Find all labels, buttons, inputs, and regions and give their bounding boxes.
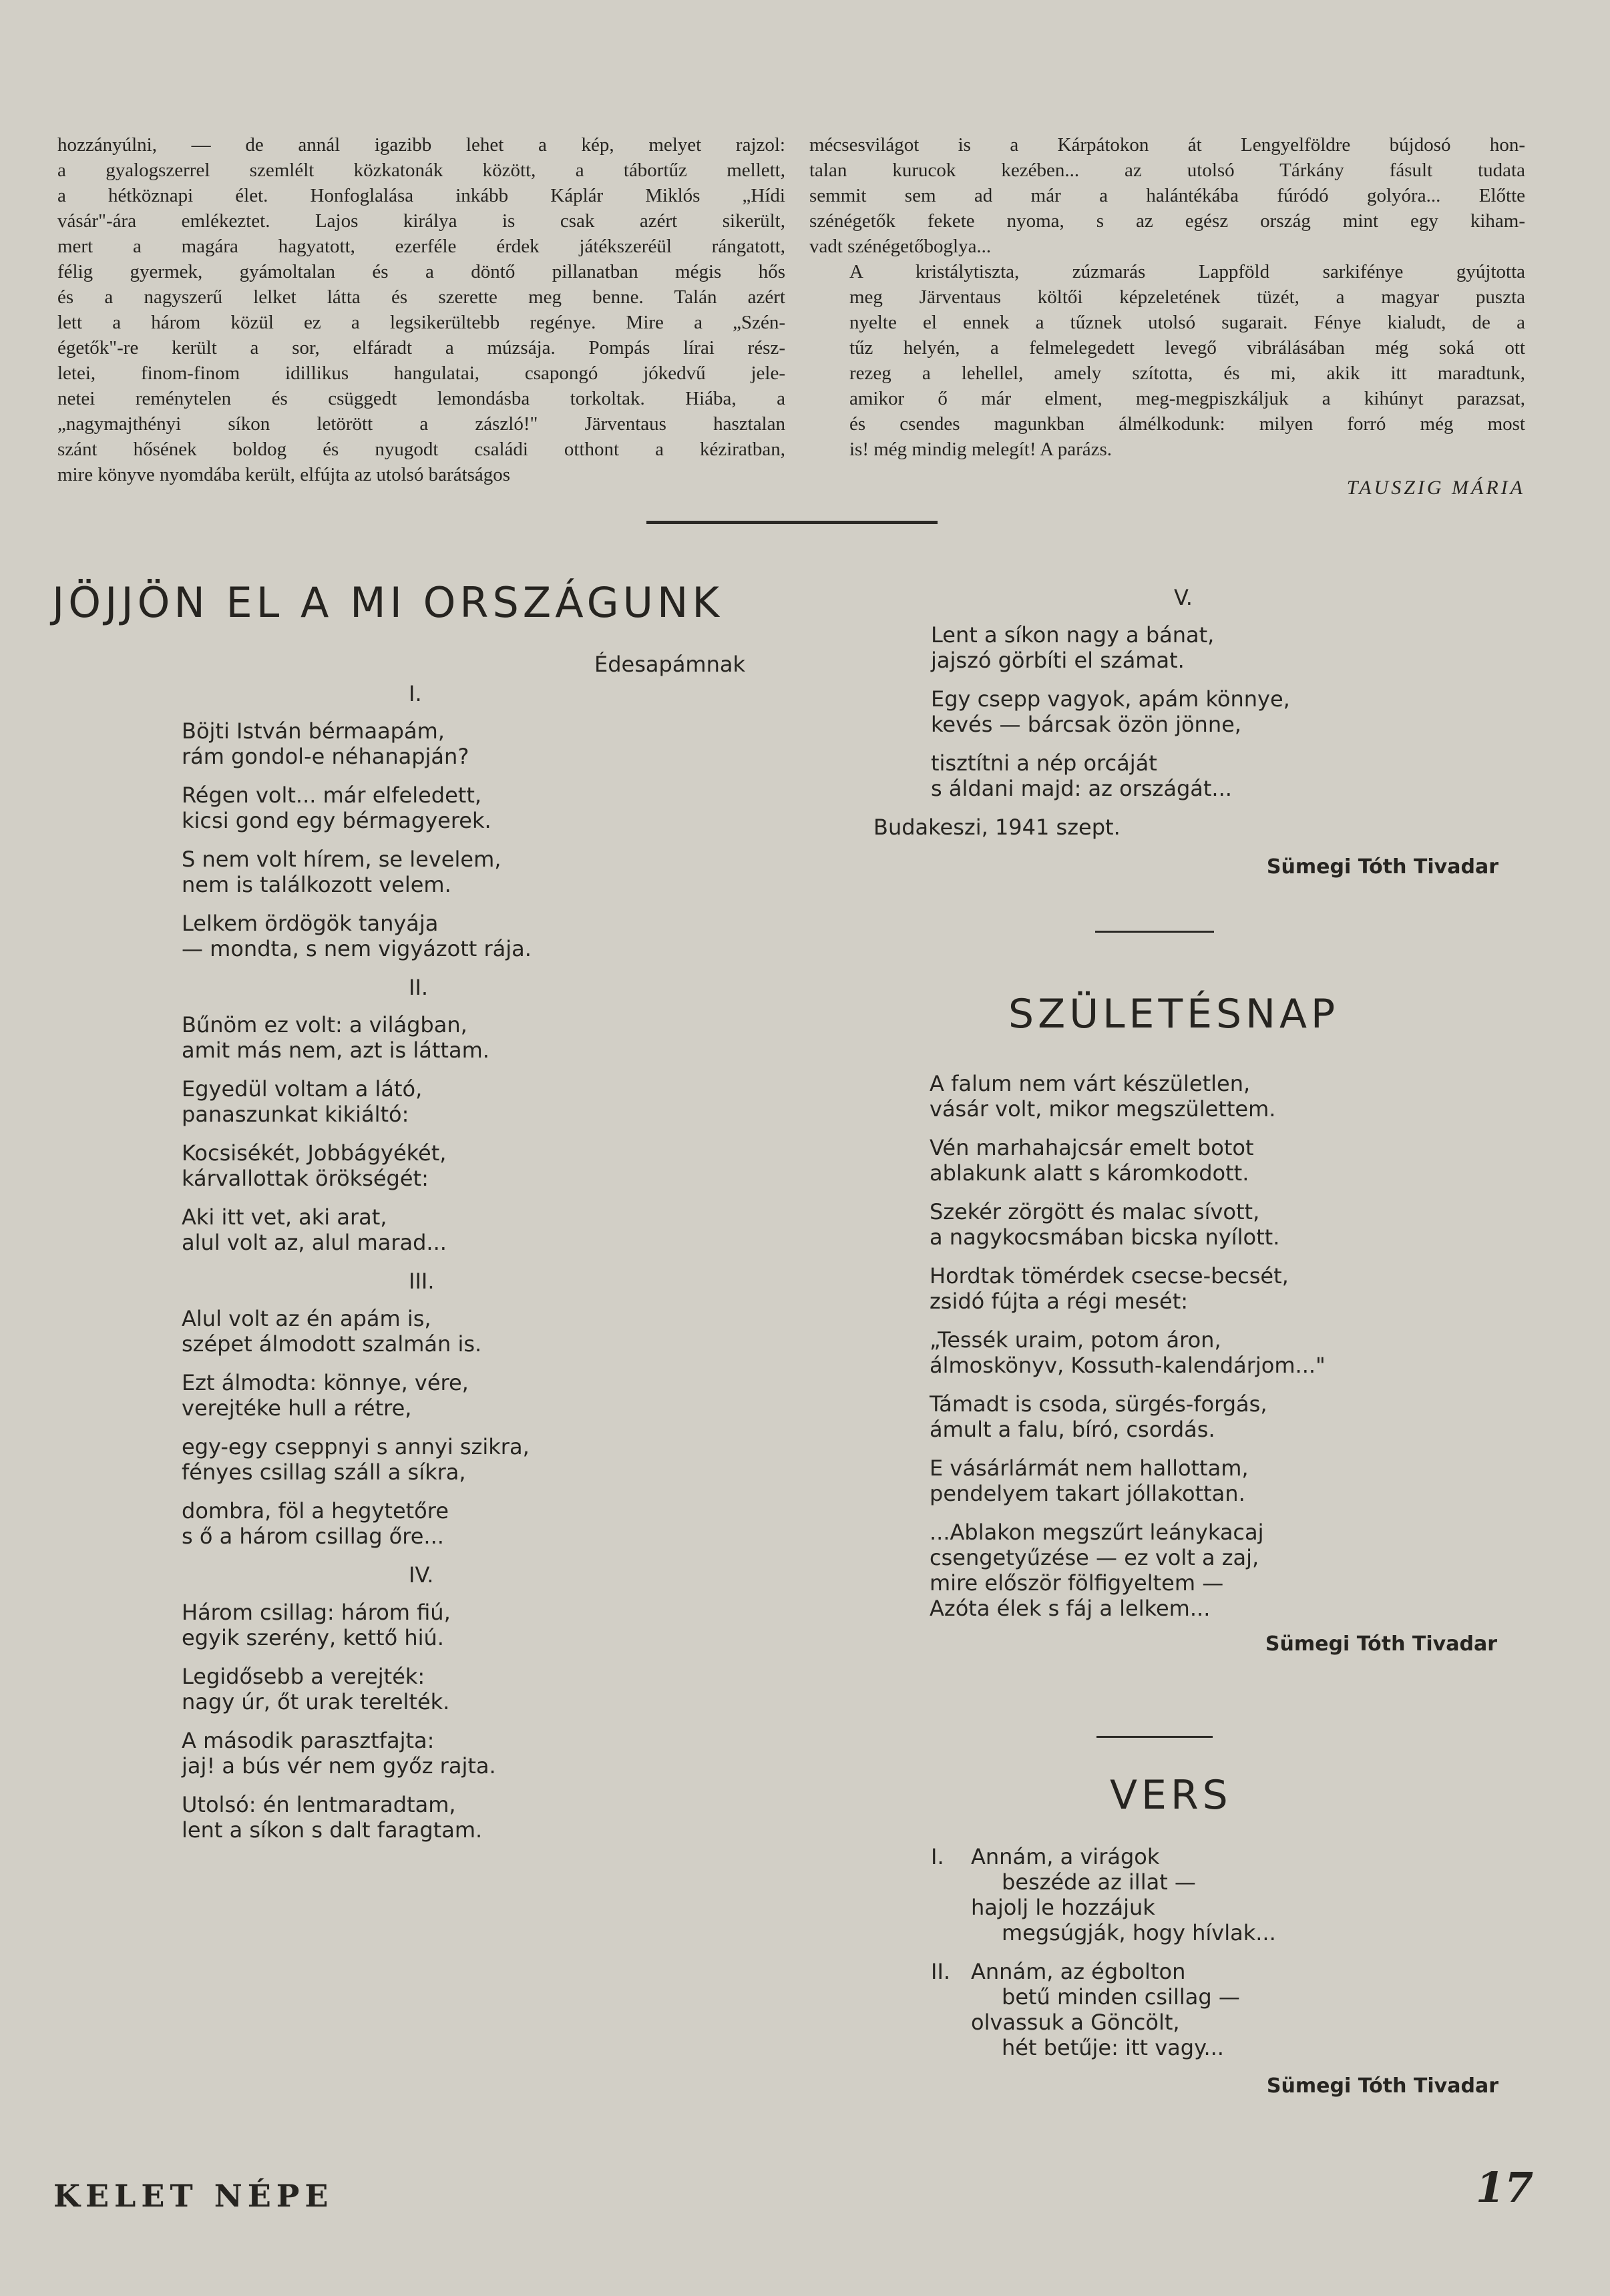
stanza — [930, 1199, 1531, 1250]
text-line: talan kurucok kezében... az utolsó Tárkány fásult tudata — [809, 160, 1525, 181]
poem-line: beszéde az illat — — [1002, 1869, 1196, 1895]
poem-line: Kocsisékét, Jobbágyékét, — [182, 1140, 447, 1166]
poem-line: kevés — bárcsak özön jönne, — [931, 712, 1241, 737]
prose-right-column — [809, 132, 1525, 462]
divider-middle — [1095, 931, 1214, 933]
poem1-right-column — [873, 585, 1532, 880]
text-line: szénégetők fekete nyoma, s az egész ország mint egy kiham- — [809, 210, 1525, 232]
divider-bottom — [1096, 1736, 1213, 1738]
poem-line: Ezt álmodta: könnye, vére, — [182, 1370, 469, 1395]
poem-line: Annám, a virágok — [971, 1844, 1160, 1869]
stanza — [930, 1391, 1531, 1442]
text-line: félig gyermek, gyámoltalan és a döntő pillanatban mégis hős — [57, 261, 785, 282]
poem-line: ...Ablakon megszűrt leánykacaj — [930, 1520, 1264, 1545]
stanza — [930, 1263, 1531, 1314]
stanza — [182, 1012, 689, 1063]
poem1-signature: Sümegi Tóth Tivadar — [1266, 855, 1498, 879]
section-number: V. — [1174, 585, 1193, 610]
poem-line: dombra, föl a hegytetőre — [182, 1498, 449, 1524]
poem-line: betű minden csillag — — [1002, 1984, 1240, 2010]
stanza — [182, 1204, 689, 1255]
stanza — [182, 782, 689, 833]
section-number: II. — [409, 975, 429, 1000]
stanza — [931, 750, 1532, 801]
poem-line: fényes csillag száll a síkra, — [182, 1459, 466, 1485]
stanza — [182, 911, 689, 961]
poem-line: Támadt is csoda, sürgés-forgás, — [930, 1391, 1267, 1417]
stanza — [931, 686, 1532, 737]
text-line: szánt hősének boldog és nyugodt családi otthont a kéziratban, — [57, 439, 785, 460]
poem-line: Legidősebb a verejték: — [182, 1664, 425, 1689]
poem-line: jajszó görbíti el számat. — [931, 648, 1185, 673]
stanza — [930, 1520, 1531, 1621]
poem-line: vásár volt, mikor megszülettem. — [930, 1096, 1276, 1122]
stanza — [182, 1664, 689, 1714]
prose-left-column — [57, 132, 785, 487]
poem-line: „Tessék uraim, potom áron, — [930, 1327, 1221, 1353]
poem-line: Lelkem ördögök tanyája — [182, 911, 439, 936]
text-line: „nagymajthényi síkon letörött a zászló!" Järventaus hasztalan — [57, 413, 785, 435]
poem-line: Hordtak tömérdek csecse-becsét, — [930, 1263, 1289, 1289]
poem-line: Utolsó: én lentmaradtam, — [182, 1792, 456, 1817]
poem-line: Vén marhahajcsár emelt botot — [930, 1135, 1254, 1160]
stanza — [930, 1071, 1531, 1122]
stanza — [182, 1728, 689, 1779]
text-line: égetők"-re került a sor, elfáradt a múzsája. Pompás lírai rész- — [57, 337, 785, 359]
vers-part-one-number: I. — [931, 1844, 944, 1869]
stanza — [182, 1076, 689, 1127]
poem2-signature: Sümegi Tóth Tivadar — [1265, 1632, 1497, 1656]
text-line: a hétköznapi élet. Honfoglalása inkább Káplár Miklós „Hídi — [57, 185, 785, 206]
section-number: III. — [409, 1269, 435, 1294]
text-line: mire könyve nyomdába került, elfújta az utolsó barátságos — [57, 464, 511, 485]
stanza — [930, 1327, 1531, 1378]
poem2-body — [930, 1071, 1531, 1657]
poem-line: pendelyem takart jóllakottan. — [930, 1481, 1245, 1506]
poem-line: a nagykocsmában bicska nyílott. — [930, 1224, 1280, 1250]
poem3-body — [931, 1844, 1532, 2099]
poem-line: Egy csepp vagyok, apám könnye, — [931, 686, 1290, 712]
poem-line: egy-egy cseppnyi s annyi szikra, — [182, 1434, 530, 1459]
poem-line: olvassuk a Göncölt, — [971, 2010, 1180, 2035]
poem-line: amit más nem, azt is láttam. — [182, 1038, 489, 1063]
poem-title-szuletesnap: SZÜLETÉSNAP — [1008, 991, 1340, 1038]
poem1-left-column — [182, 681, 689, 1856]
poem-line: Lent a síkon nagy a bánat, — [931, 622, 1215, 648]
text-line: mécsesvilágot is a Kárpátokon át Lengyelföldre bújdosó hon- — [809, 134, 1525, 156]
article-signature: TAUSZIG MÁRIA — [1346, 477, 1525, 499]
poem-line: nagy úr, őt urak terelték. — [182, 1689, 450, 1714]
stanza — [182, 847, 689, 897]
text-line: lett a három közül ez a legsikerültebb regénye. Mire a „Szén- — [57, 312, 785, 333]
page-number: 17 — [1476, 2163, 1534, 2212]
divider-top — [646, 521, 938, 524]
text-line: nyelte el ennek a tűznek utolsó sugarait. Fénye kialudt, de a — [849, 312, 1525, 333]
poem-line: megsúgják, hogy hívlak... — [1002, 1920, 1276, 1945]
text-line: meg Järventaus költői képzeletének tüzét, a magyar puszta — [849, 286, 1525, 308]
poem-line: E vásárlármát nem hallottam, — [930, 1455, 1249, 1481]
stanza — [930, 1455, 1531, 1506]
stanza — [182, 1434, 689, 1485]
stanza — [182, 1600, 689, 1650]
poem-line: A falum nem várt készületlen, — [930, 1071, 1251, 1096]
poem-line: S nem volt hírem, se levelem, — [182, 847, 501, 872]
poem-line: tisztítni a nép orcáját — [931, 750, 1157, 776]
stanza — [930, 1135, 1531, 1186]
text-line: tűz helyén, a felmelegedett levegő vibrálásában még soká ott — [849, 337, 1525, 359]
poem-title-jojjon: JÖJJÖN EL A MI ORSZÁGUNK — [52, 578, 724, 627]
text-line: vásár"-ára emlékeztet. Lajos királya is csak azért sikerült, — [57, 210, 785, 232]
poem-line: hét betűje: itt vagy... — [1002, 2035, 1224, 2060]
poem-dedication: Édesapámnak — [594, 652, 746, 677]
poem-line: kárvallottak örökségét: — [182, 1166, 429, 1191]
poem-line: lent a síkon s dalt faragtam. — [182, 1817, 483, 1843]
stanza — [182, 1498, 689, 1549]
poem-line: Szekér zörgött és malac sívott, — [930, 1199, 1260, 1224]
text-line: semmit sem ad már a halántékába fúródó golyóra... Előtte — [809, 185, 1525, 206]
poem-line: Annám, az égbolton — [971, 1959, 1186, 1984]
poem-line: Böjti István bérmaapám, — [182, 718, 445, 744]
poem-line: zsidó fújta a régi mesét: — [930, 1289, 1189, 1314]
poem-line: nem is találkozott velem. — [182, 872, 451, 897]
poem-line: Régen volt... már elfeledett, — [182, 782, 482, 808]
poem-line: mire először fölfigyeltem — — [930, 1570, 1224, 1596]
text-line: hozzányúlni, — de annál igazibb lehet a kép, melyet rajzol: — [57, 134, 785, 156]
poem-line: — mondta, s nem vigyázott rája. — [182, 936, 532, 961]
stanza — [182, 1306, 689, 1357]
text-line: netei reménytelen és csüggedt lemondásba torkoltak. Hiába, a — [57, 388, 785, 409]
poem-line: Aki itt vet, aki arat, — [182, 1204, 387, 1230]
stanza — [931, 622, 1532, 673]
poem-line: álmoskönyv, Kossuth-kalendárjom..." — [930, 1353, 1326, 1378]
text-line: a gyalogszerrel szemlélt közkatonák között, a tábortűz mellett, — [57, 160, 785, 181]
poem-line: verejtéke hull a rétre, — [182, 1395, 412, 1421]
poem-line: egyik szerény, kettő hiú. — [182, 1625, 444, 1650]
poem-line: kicsi gond egy bérmagyerek. — [182, 808, 491, 833]
vers-part-two-number: II. — [931, 1959, 951, 1984]
text-line: és a nagyszerű lelket látta és szerette meg benne. Talán azért — [57, 286, 785, 308]
poem-line: Három csillag: három fiú, — [182, 1600, 451, 1625]
poem-line: jaj! a bús vér nem győz rajta. — [182, 1753, 496, 1779]
poem-title-vers: VERS — [1110, 1772, 1232, 1819]
poem-line: Egyedül voltam a látó, — [182, 1076, 423, 1102]
poem-line: Alul volt az én apám is, — [182, 1306, 431, 1331]
poem-line: hajolj le hozzájuk — [971, 1895, 1155, 1920]
poem-line: csengetyűzése — ez volt a zaj, — [930, 1545, 1259, 1570]
text-line: is! még mindig melegít! A parázs. — [849, 439, 1113, 460]
poem3-signature: Sümegi Tóth Tivadar — [1266, 2074, 1498, 2098]
poem-line: Bűnöm ez volt: a világban, — [182, 1012, 467, 1038]
text-line: A kristálytiszta, zúzmarás Lappföld sarkifénye gyújtotta — [849, 261, 1525, 282]
text-line: és csendes magunkban álmélkodunk: milyen forró még most — [849, 413, 1525, 435]
stanza — [182, 718, 689, 769]
text-line: vadt szénégetőboglya... — [809, 236, 992, 257]
poem-line: panaszunkat kikiáltó: — [182, 1102, 409, 1127]
poem-line: szépet álmodott szalmán is. — [182, 1331, 482, 1357]
poem-line: ablakunk alatt s káromkodott. — [930, 1160, 1249, 1186]
text-line: rezeg a lehellel, amely szította, és mi, akik itt maradtunk, — [849, 363, 1525, 384]
poem-line: rám gondol-e néhanapján? — [182, 744, 469, 769]
poem-place-date: Budakeszi, 1941 szept. — [873, 815, 1121, 840]
poem-line: A második parasztfajta: — [182, 1728, 435, 1753]
section-number: IV. — [409, 1562, 434, 1588]
stanza — [182, 1140, 689, 1191]
text-line: mert a magára hagyatott, ezerféle érdek játékszeréül rángatott, — [57, 236, 785, 257]
footer-magazine-name: KELET NÉPE — [53, 2178, 334, 2214]
stanza — [182, 1792, 689, 1843]
text-line: letei, finom-finom idillikus hangulatai, csapongó jókedvű jele- — [57, 363, 785, 384]
text-line: amikor ő már elment, meg-megpiszkáljuk a kihúnyt parazsat, — [849, 388, 1525, 409]
section-number: I. — [409, 681, 422, 706]
poem-line: alul volt az, alul marad... — [182, 1230, 447, 1255]
poem-line: s ő a három csillag őre... — [182, 1524, 444, 1549]
stanza — [182, 1370, 689, 1421]
poem-line: s áldani majd: az országát... — [931, 776, 1232, 801]
poem-line: Azóta élek s fáj a lelkem... — [930, 1596, 1211, 1621]
poem-line: ámult a falu, bíró, csordás. — [930, 1417, 1215, 1442]
